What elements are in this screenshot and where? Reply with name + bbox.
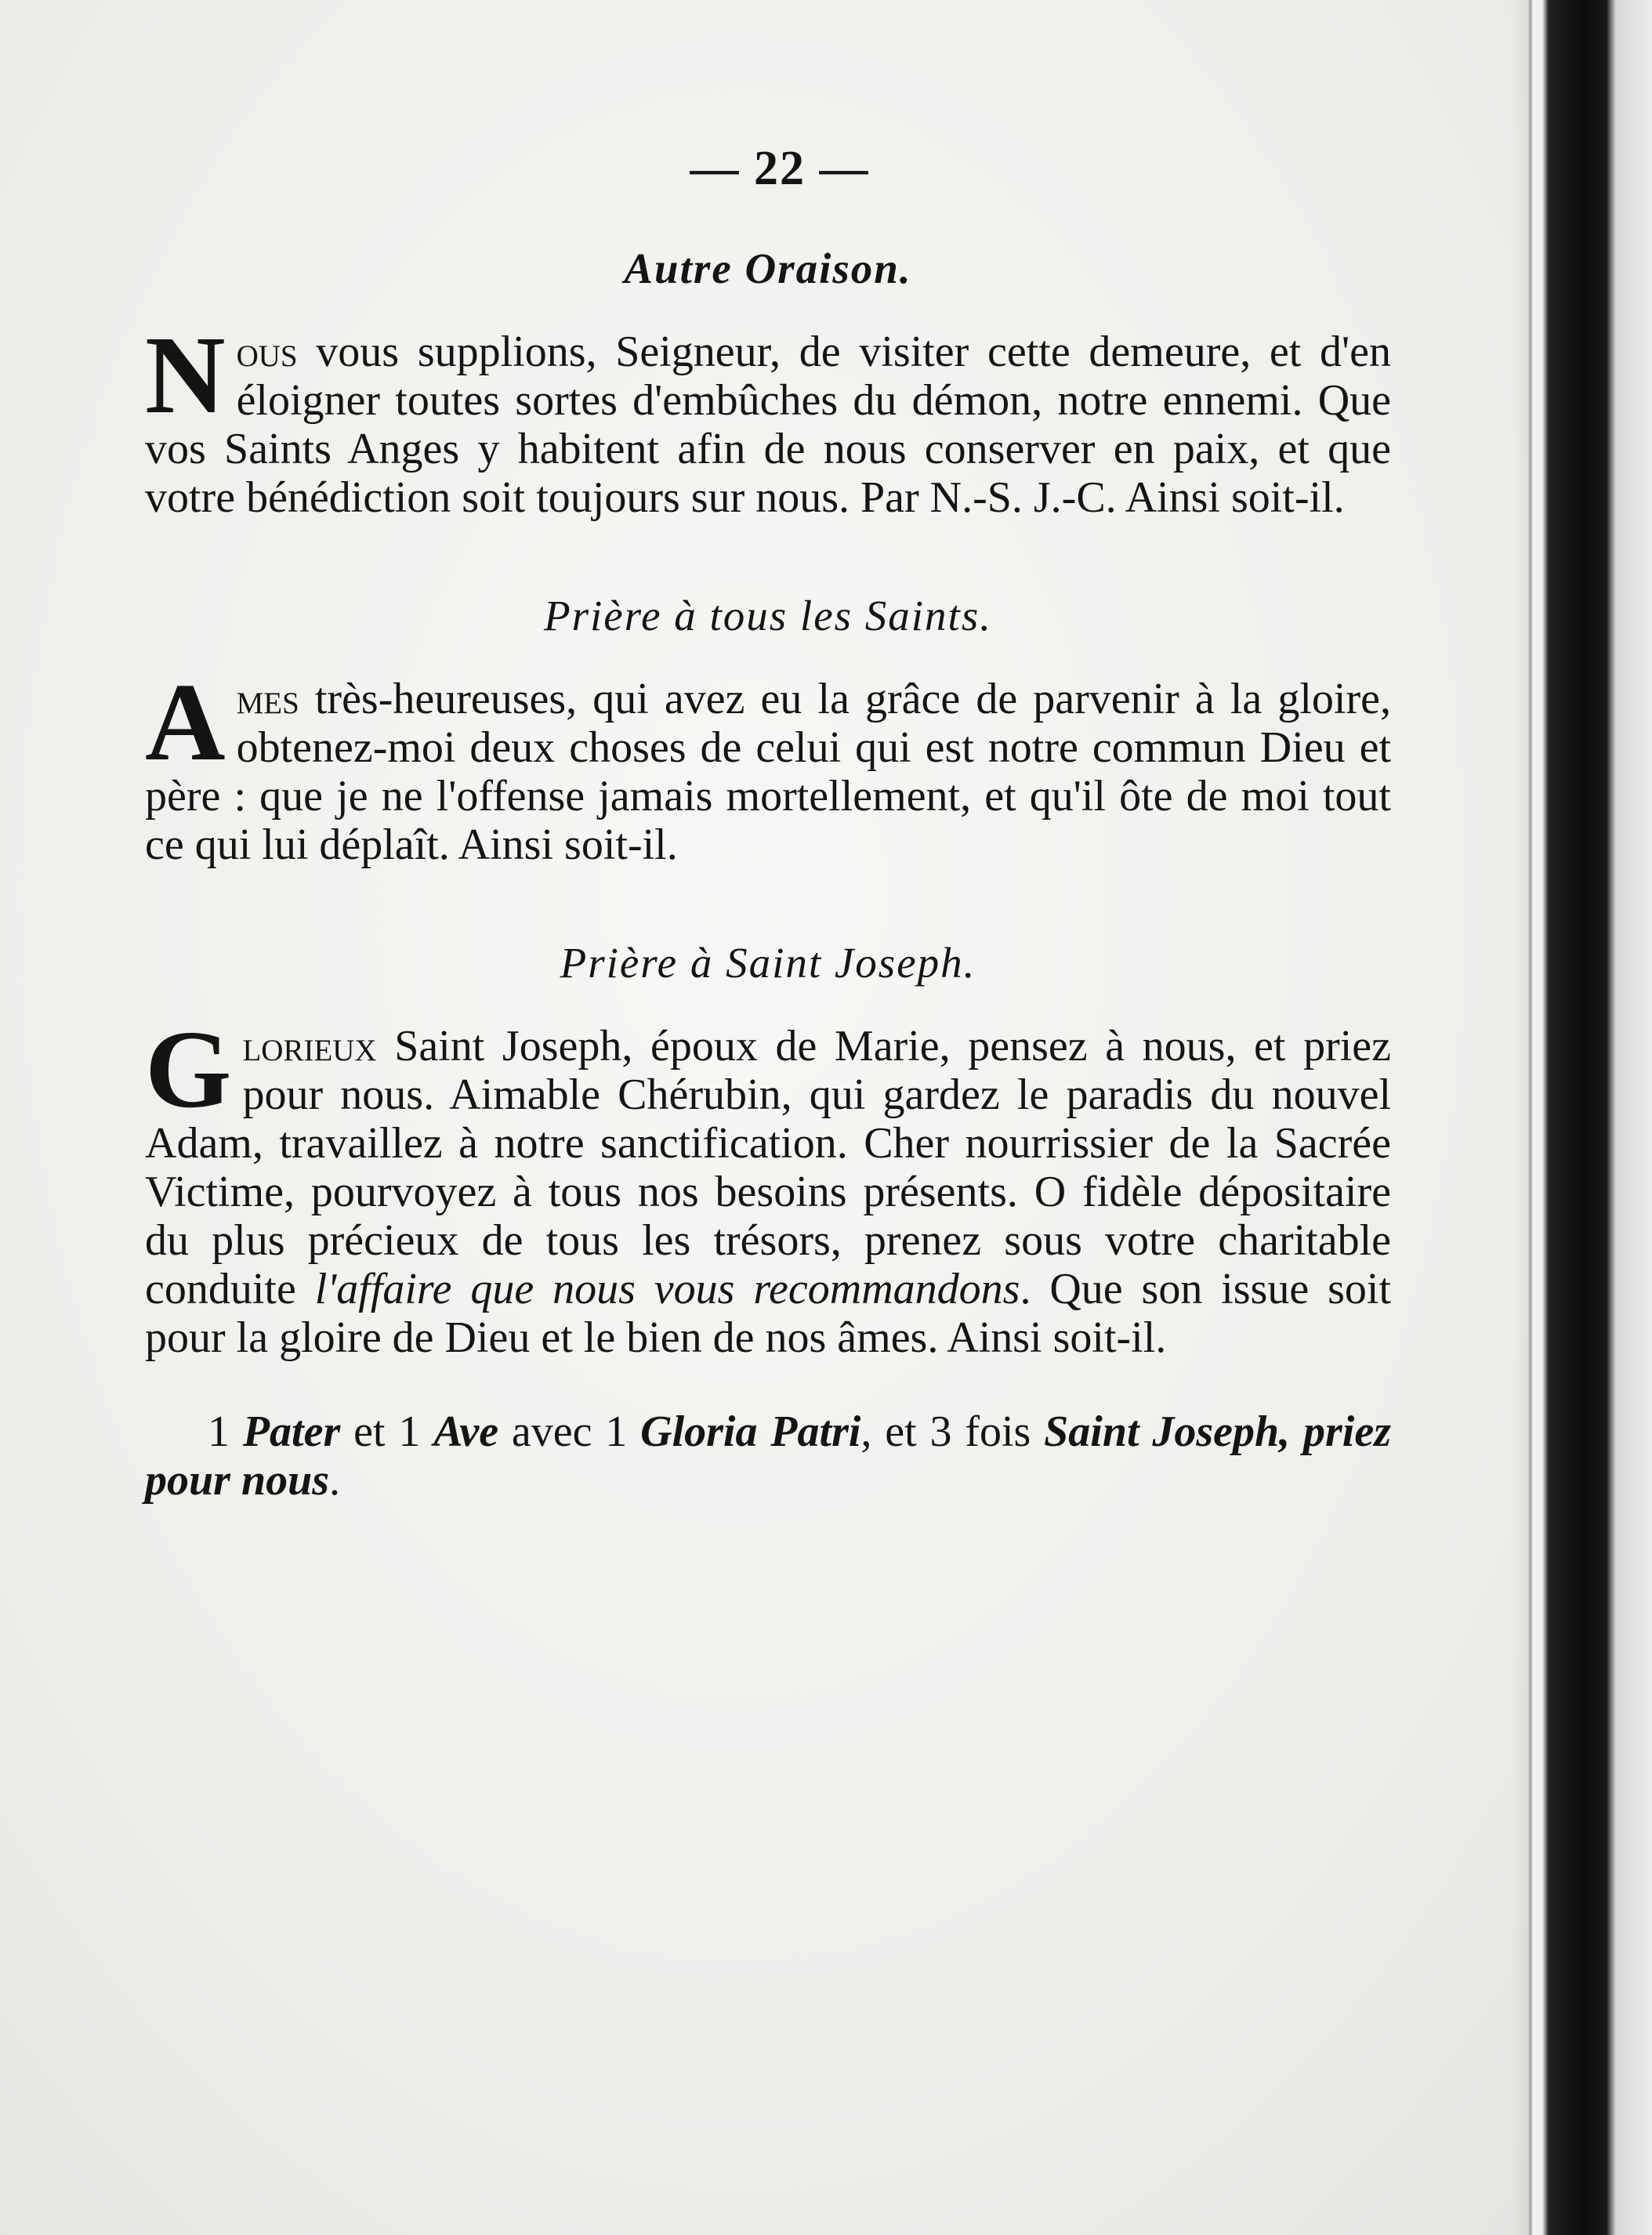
section-title-priere-saint-joseph: Prière à Saint Joseph. <box>560 939 976 987</box>
lead-word: mes <box>236 675 299 723</box>
drop-cap: A <box>145 660 226 784</box>
paragraph-priere-saints <box>145 660 1391 869</box>
lead-word: lorieux <box>242 1022 377 1070</box>
rubric-text: avec 1 <box>498 1407 641 1456</box>
rubric-pater: Pater <box>242 1407 341 1456</box>
book-spine <box>1528 0 1652 2235</box>
paragraph-text: Saint Joseph, époux de Marie, pensez à nous, et priez pour nous. Aimable Chérubin, qui gardez le paradis du nouvel Adam, travaillez à notre sanctification. Cher nourrissier de la Sacrée Victime, pourvoyez à tous nos besoins présents. O fidèle dépositaire du plus précieux de tous les trésors, prenez sous votre charitable conduite <box>145 1022 1391 1313</box>
section-title-priere-saints: Prière à tous les Saints. <box>544 592 992 639</box>
rubric-text: . <box>329 1456 341 1505</box>
paragraph-priere-saint-joseph <box>145 1007 1392 1362</box>
page-edge-shadow <box>1513 0 1528 2235</box>
rubric-text: et 1 <box>340 1407 434 1456</box>
rubric-text: , et 3 fois <box>860 1407 1045 1456</box>
drop-cap: G <box>145 1007 232 1131</box>
paragraph-tail: . Que son issue soit pour la gloire de Dieu et le bien de nos âmes. Ainsi soit-il. <box>145 1265 1392 1362</box>
page-number: — 22 — <box>690 142 870 195</box>
paragraph-text: très-heureuses, qui avez eu la grâce de parvenir à la gloire, obtenez-moi deux choses de celui qui est notre commun Dieu et père : que je ne l'offense jamais mortellement, et qu'il ôte de moi tout ce qui lui déplaît. Ainsi soit-il. <box>145 675 1391 869</box>
rubric-text: 1 <box>208 1407 243 1456</box>
lead-word: ous <box>236 328 298 376</box>
rubric-saint-joseph: Saint Joseph, priez pour nous <box>145 1407 1392 1505</box>
rubric-instructions <box>145 1407 1391 1505</box>
drop-cap: N <box>145 313 226 436</box>
paragraph-autre-oraison <box>145 313 1391 522</box>
paragraph-text: vous supplions, Seigneur, de visiter cette demeure, et d'en éloigner toutes sortes d'embûches du démon, notre ennemi. Que vos Saints Anges y habitent afin de nous conserver en paix, et que votre bénédiction soit toujours sur nous. Par N.-S. J.-C. Ainsi soit-il. <box>145 328 1391 522</box>
rubric-ave: Ave <box>433 1407 499 1456</box>
italic-phrase: l'affaire que nous vous recommandons <box>314 1265 1020 1313</box>
rubric-gloria: Gloria Patri <box>640 1407 861 1456</box>
text-block <box>145 141 1391 1505</box>
section-title-autre-oraison: Autre Oraison. <box>624 245 912 292</box>
